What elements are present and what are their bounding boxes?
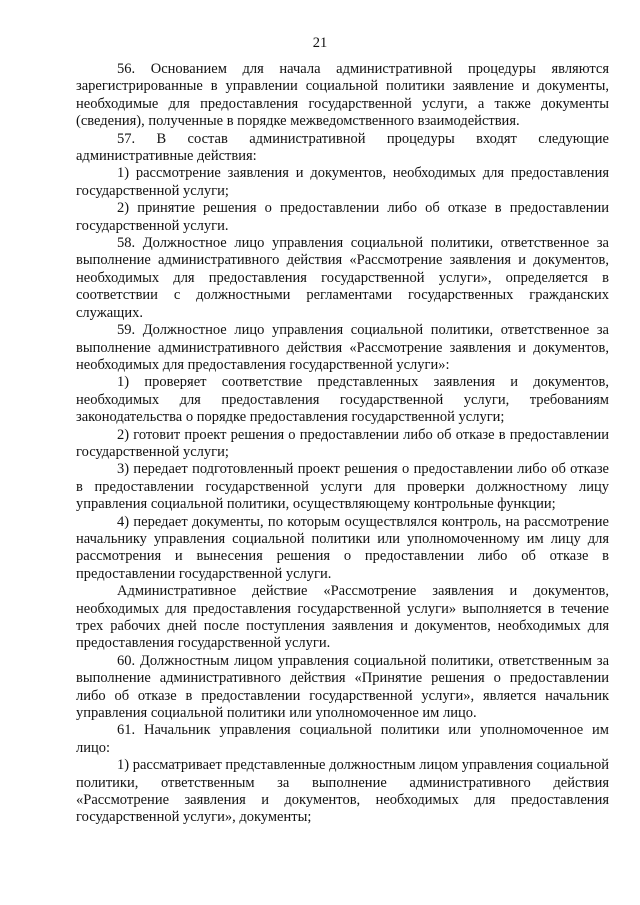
paragraph-59-item-1: 1) проверяет соответствие представленных заявления и документов, необходимых для предоставления государственной услуги, требованиям законодательства о порядке предоставления государственной услуги; xyxy=(76,374,609,426)
paragraph-61: 61. Начальник управления социальной политики или уполномоченное им лицо: xyxy=(76,722,609,756)
document-body xyxy=(76,61,609,827)
paragraph-60: 60. Должностным лицом управления социальной политики, ответственным за выполнение административного действия «Принятие решения о предоставлении либо об отказе в предоставлении государственной услуги», является начальник управления социальной политики или уполномоченное им лицо. xyxy=(76,652,609,722)
paragraph-59-item-2: 2) готовит проект решения о предоставлении либо об отказе в предоставлении государственной услуги; xyxy=(76,426,609,460)
paragraph-57-item-2: 2) принятие решения о предоставлении либо об отказе в предоставлении государственной услуги. xyxy=(76,200,609,234)
paragraph-61-item-1: 1) рассматривает представленные должностным лицом управления социальной политики, ответственным за выполнение административного действия «Рассмотрение заявления и документов, необходимых для предоставления государственной услуги», документы; xyxy=(76,757,609,826)
paragraph-56: 56. Основанием для начала административной процедуры являются зарегистрированные в управлении социальной политики заявление и документы, необходимые для предоставления государственной услуги, а также документы (сведения), полученные в порядке межведомственного взаимодействия. xyxy=(76,61,609,130)
paragraph-59-deadline: Административное действие «Рассмотрение заявления и документов, необходимых для предоставления государственной услуги» выполняется в течение трех рабочих дней после поступления заявления и документов, необходимых для предоставления государственной услуги. xyxy=(76,583,609,652)
paragraph-59-item-4: 4) передает документы, по которым осуществлялся контроль, на рассмотрение начальнику управления социальной политики или уполномоченному им лицу для рассмотрения и вынесения решения о предоставлении либо об отказе в предоставлении государственной услуги. xyxy=(76,513,609,582)
paragraph-57: 57. В состав административной процедуры входят следующие административные действия: xyxy=(76,130,609,165)
paragraph-59-item-3: 3) передает подготовленный проект решения о предоставлении либо об отказе в предоставлении государственной услуги для проверки должностному лицу управления социальной политики, осуществляющему контрольные функции; xyxy=(76,461,609,513)
paragraph-57-item-1: 1) рассмотрение заявления и документов, необходимых для предоставления государственной услуги; xyxy=(76,165,609,199)
paragraph-58: 58. Должностное лицо управления социальной политики, ответственное за выполнение административного действия «Рассмотрение заявления и документов, необходимых для предоставления государственной услуги», определяется в соответствии с должностными регламентами государственных гражданских служащих. xyxy=(76,235,609,321)
page-number: 21 xyxy=(312,35,328,51)
paragraph-59: 59. Должностное лицо управления социальной политики, ответственное за выполнение административного действия «Рассмотрение заявления и документов, необходимых для предоставления государственной услуги»: xyxy=(76,322,609,373)
